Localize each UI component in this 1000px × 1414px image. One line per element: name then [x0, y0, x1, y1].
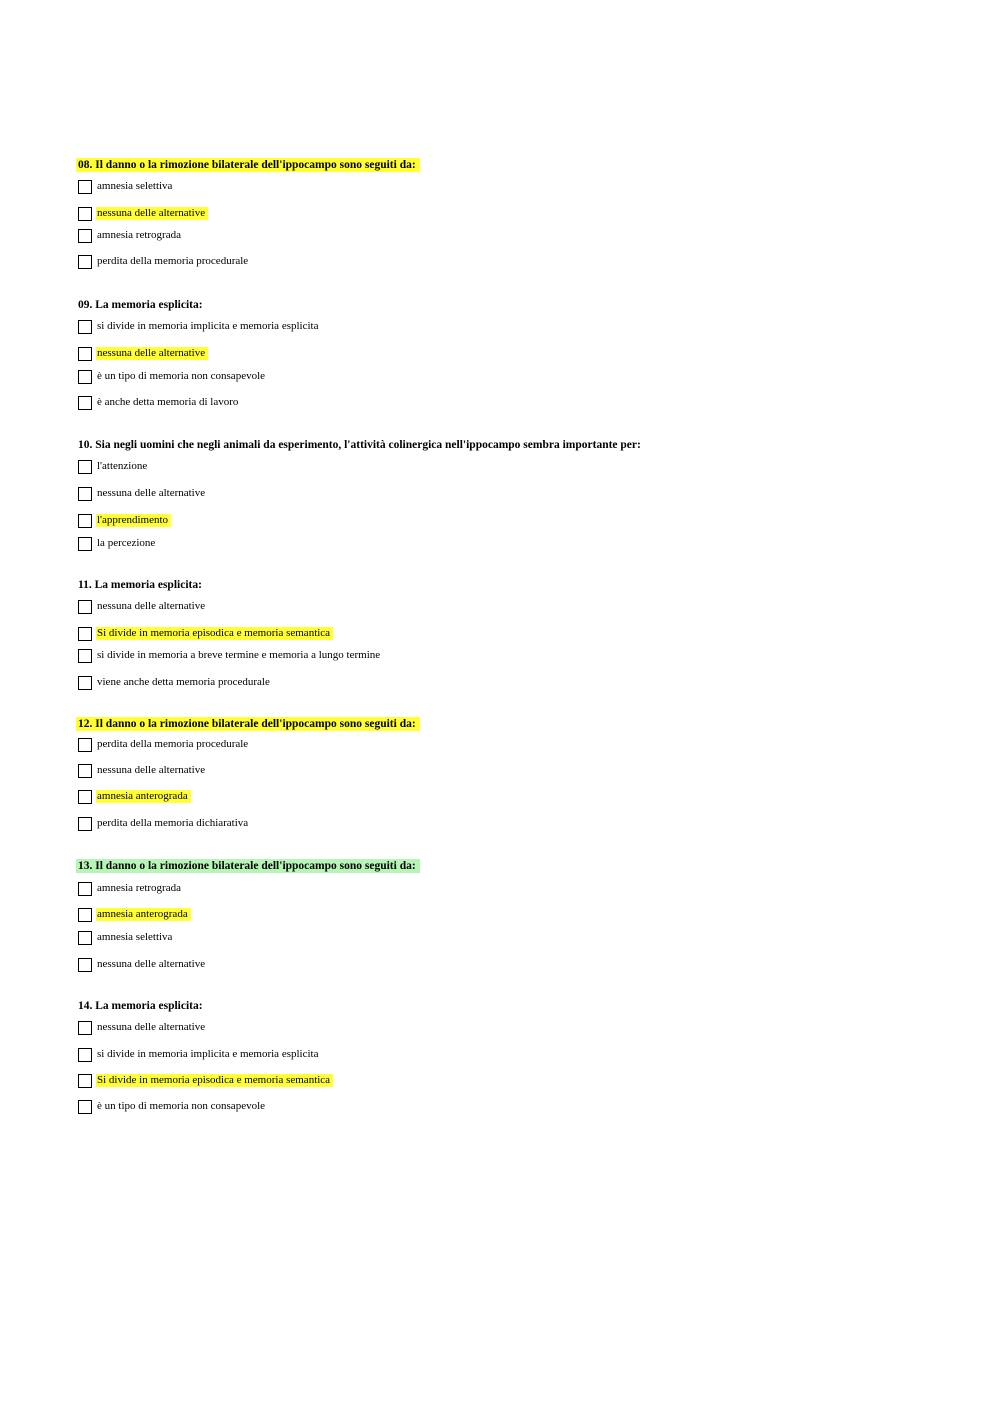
question-title: 14. La memoria esplicita: — [78, 1000, 203, 1012]
checkbox[interactable] — [78, 790, 92, 804]
answer-label: è anche detta memoria di lavoro — [97, 396, 239, 408]
answer-label: si divide in memoria implicita e memoria esplicita — [97, 320, 319, 332]
question-title: 11. La memoria esplicita: — [78, 579, 202, 591]
answer-label: è un tipo di memoria non consapevole — [97, 370, 266, 382]
answer-label: perdita della memoria procedurale — [97, 255, 249, 267]
checkbox[interactable] — [78, 1100, 92, 1114]
answer-label: perdita della memoria dichiarativa — [97, 817, 249, 829]
question-13 — [78, 856, 938, 970]
checkbox[interactable] — [78, 817, 92, 831]
answer-label-highlighted: amnesia anterograda — [96, 790, 191, 803]
answer-label: amnesia selettiva — [97, 180, 173, 192]
question-title: 08. Il danno o la rimozione bilaterale dell'ippocampo sono seguiti da: — [76, 158, 420, 172]
answer-label: l'attenzione — [97, 460, 148, 472]
answer-label-highlighted: amnesia anterograda — [96, 908, 191, 921]
answer-label: nessuna delle alternative — [97, 487, 206, 499]
checkbox[interactable] — [78, 347, 92, 361]
answer-label: si divide in memoria a breve termine e memoria a lungo termine — [97, 649, 381, 661]
checkbox[interactable] — [78, 600, 92, 614]
answer-label-highlighted: Si divide in memoria episodica e memoria semantica — [96, 1074, 333, 1087]
checkbox[interactable] — [78, 396, 92, 410]
checkbox[interactable] — [78, 676, 92, 690]
question-12 — [78, 714, 938, 829]
question-14 — [78, 996, 938, 1112]
question-08 — [78, 155, 938, 267]
question-11 — [78, 575, 938, 688]
checkbox[interactable] — [78, 320, 92, 334]
answer-label: amnesia retrograda — [97, 882, 181, 894]
answer-label: è un tipo di memoria non consapevole — [97, 1100, 266, 1112]
checkbox[interactable] — [78, 255, 92, 269]
checkbox[interactable] — [78, 738, 92, 752]
answer-label: viene anche detta memoria procedurale — [97, 676, 270, 688]
answer-label: amnesia selettiva — [97, 931, 173, 943]
answer-label: amnesia retrograda — [97, 229, 181, 241]
answer-label: nessuna delle alternative — [97, 600, 206, 612]
checkbox[interactable] — [78, 958, 92, 972]
checkbox[interactable] — [78, 537, 92, 551]
answer-label: nessuna delle alternative — [97, 1021, 206, 1033]
answer-label: si divide in memoria implicita e memoria esplicita — [97, 1048, 319, 1060]
answer-label: nessuna delle alternative — [97, 958, 206, 970]
answer-label-highlighted: Si divide in memoria episodica e memoria semantica — [96, 627, 333, 640]
checkbox[interactable] — [78, 627, 92, 641]
checkbox[interactable] — [78, 1074, 92, 1088]
checkbox[interactable] — [78, 229, 92, 243]
answer-label: nessuna delle alternative — [97, 764, 206, 776]
checkbox[interactable] — [78, 370, 92, 384]
checkbox[interactable] — [78, 1048, 92, 1062]
checkbox[interactable] — [78, 931, 92, 945]
checkbox[interactable] — [78, 882, 92, 896]
question-title: 09. La memoria esplicita: — [78, 299, 203, 311]
question-title: 12. Il danno o la rimozione bilaterale dell'ippocampo sono seguiti da: — [76, 717, 420, 731]
question-10 — [78, 435, 938, 549]
answer-label: perdita della memoria procedurale — [97, 738, 249, 750]
checkbox[interactable] — [78, 460, 92, 474]
checkbox[interactable] — [78, 908, 92, 922]
checkbox[interactable] — [78, 1021, 92, 1035]
checkbox[interactable] — [78, 207, 92, 221]
checkbox[interactable] — [78, 514, 92, 528]
question-title: 13. Il danno o la rimozione bilaterale dell'ippocampo sono seguiti da: — [76, 859, 420, 873]
answer-label-highlighted: nessuna delle alternative — [96, 347, 208, 360]
checkbox[interactable] — [78, 180, 92, 194]
answer-label: la percezione — [97, 537, 156, 549]
question-09 — [78, 295, 938, 408]
answer-label-highlighted: l'apprendimento — [96, 514, 171, 527]
checkbox[interactable] — [78, 649, 92, 663]
question-title: 10. Sia negli uomini che negli animali da esperimento, l'attività colinergica nell'ippocampo sembra importante per: — [78, 439, 641, 451]
answer-label-highlighted: nessuna delle alternative — [96, 207, 208, 220]
checkbox[interactable] — [78, 764, 92, 778]
checkbox[interactable] — [78, 487, 92, 501]
